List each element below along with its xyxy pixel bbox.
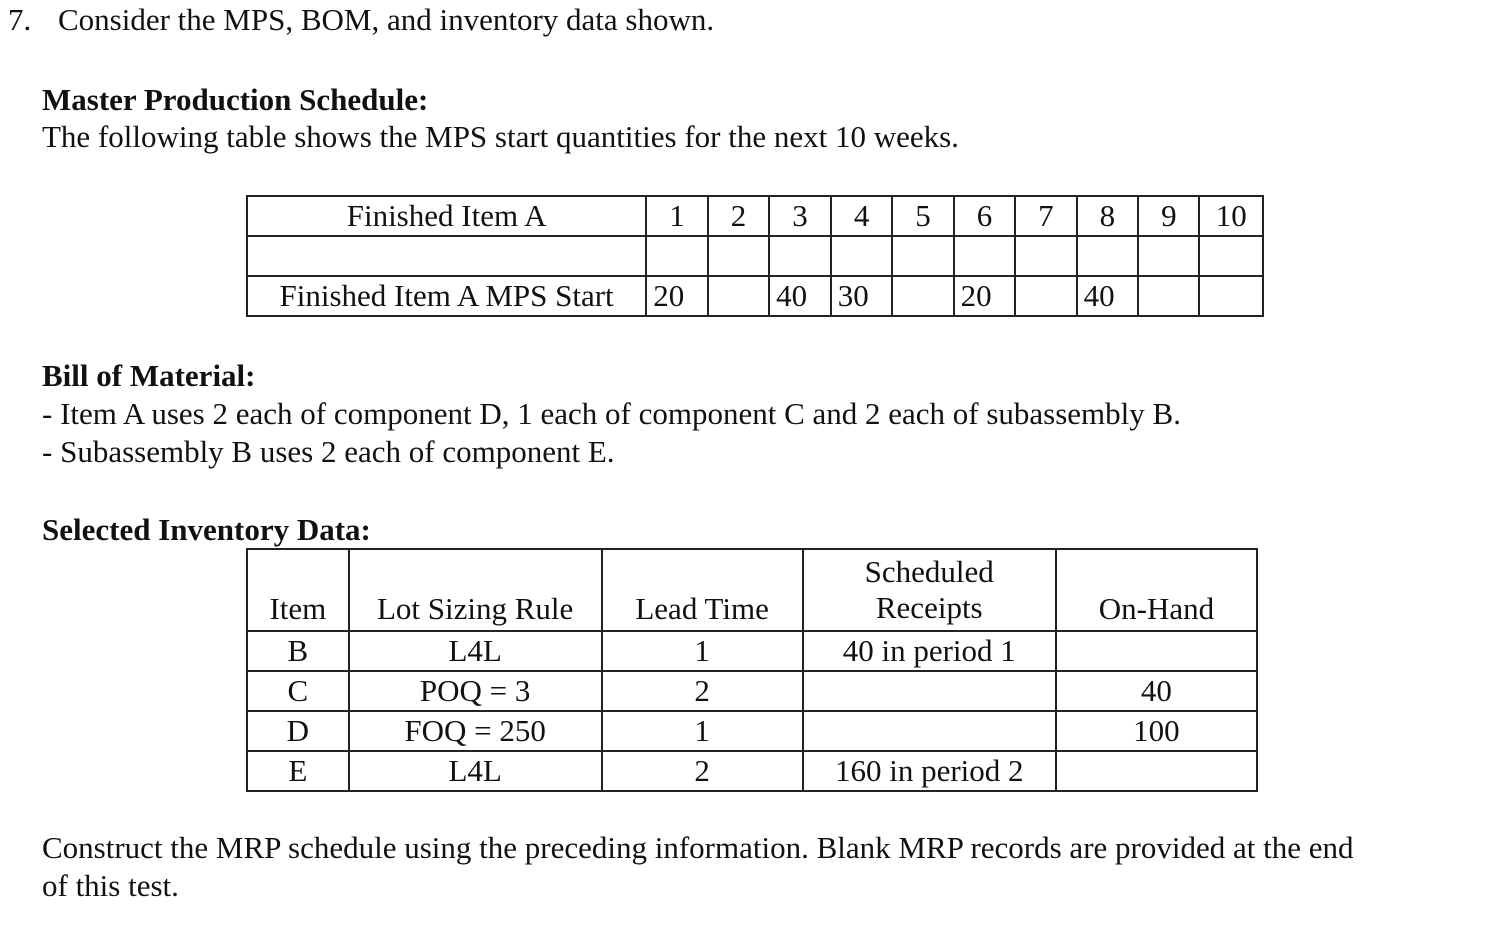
mps-week-row <box>247 196 1263 236</box>
cell-lead: 1 <box>602 631 803 671</box>
mps-blank-cell <box>831 236 893 276</box>
inventory-row <box>247 751 1257 791</box>
mps-start-cell: 20 <box>646 276 708 316</box>
mps-start-cell <box>708 276 769 316</box>
inventory-heading: Selected Inventory Data: <box>42 512 371 547</box>
cell-sched: 40 in period 1 <box>803 631 1056 671</box>
mps-start-cell: 40 <box>769 276 831 316</box>
mps-start-cell: 40 <box>1077 276 1139 316</box>
cell-lead: 2 <box>602 751 803 791</box>
inventory-row <box>247 711 1257 751</box>
question-number: 7. <box>8 2 32 37</box>
cell-lot: FOQ = 250 <box>349 711 602 751</box>
cell-onhand <box>1056 631 1257 671</box>
mps-week-cell: 7 <box>1015 196 1076 236</box>
mps-description: The following table shows the MPS start quantities for the next 10 weeks. <box>42 119 959 154</box>
mps-week-cell: 3 <box>769 196 831 236</box>
cell-lot: L4L <box>349 751 602 791</box>
header-item: Item <box>247 549 349 631</box>
header-scheduled-receipts <box>803 549 1056 631</box>
inventory-table <box>246 548 1258 792</box>
closing-line: of this test. <box>42 868 179 903</box>
mps-blank-cell <box>1138 236 1199 276</box>
cell-sched <box>803 711 1056 751</box>
mps-start-cell: 30 <box>831 276 893 316</box>
mps-blank-cell <box>646 236 708 276</box>
mps-blank-cell <box>1199 236 1263 276</box>
inventory-row <box>247 671 1257 711</box>
mps-week-cell: 10 <box>1199 196 1263 236</box>
cell-item: B <box>247 631 349 671</box>
mps-start-cell <box>1199 276 1263 316</box>
question-text: Consider the MPS, BOM, and inventory data shown. <box>58 2 715 37</box>
cell-item: E <box>247 751 349 791</box>
mps-week-cell: 8 <box>1077 196 1139 236</box>
mps-start-label: Finished Item A MPS Start <box>247 276 646 316</box>
mps-week-cell: 2 <box>708 196 769 236</box>
header-scheduled-line1: Scheduled <box>864 554 994 589</box>
mps-start-cell: 20 <box>954 276 1016 316</box>
inventory-row <box>247 631 1257 671</box>
cell-item: C <box>247 671 349 711</box>
mps-start-cell <box>1138 276 1199 316</box>
mps-blank-cell <box>954 236 1016 276</box>
mps-heading: Master Production Schedule: <box>42 82 429 117</box>
mps-blank-cell <box>892 236 953 276</box>
header-lot-sizing-rule: Lot Sizing Rule <box>349 549 602 631</box>
bom-heading: Bill of Material: <box>42 358 256 393</box>
mps-row-label: Finished Item A <box>247 196 646 236</box>
cell-lead: 1 <box>602 711 803 751</box>
header-on-hand: On-Hand <box>1056 549 1257 631</box>
mps-week-cell: 5 <box>892 196 953 236</box>
cell-item: D <box>247 711 349 751</box>
bom-line: - Item A uses 2 each of component D, 1 each of component C and 2 each of subassembly B. <box>42 396 1181 431</box>
mps-week-cell: 9 <box>1138 196 1199 236</box>
cell-sched: 160 in period 2 <box>803 751 1056 791</box>
mps-blank-cell <box>247 236 646 276</box>
mps-start-cell <box>1015 276 1076 316</box>
question-prompt <box>8 2 714 38</box>
mps-blank-row <box>247 236 1263 276</box>
mps-blank-cell <box>1077 236 1139 276</box>
cell-onhand <box>1056 751 1257 791</box>
mps-week-cell: 4 <box>831 196 893 236</box>
cell-onhand: 100 <box>1056 711 1257 751</box>
mps-blank-cell <box>708 236 769 276</box>
closing-line: Construct the MRP schedule using the preceding information. Blank MRP records are provided at the end <box>42 830 1354 865</box>
mps-start-cell <box>892 276 953 316</box>
mps-week-cell: 6 <box>954 196 1016 236</box>
mps-start-row <box>247 276 1263 316</box>
header-lead-time: Lead Time <box>602 549 803 631</box>
cell-sched <box>803 671 1056 711</box>
bom-line: - Subassembly B uses 2 each of component E. <box>42 434 615 469</box>
cell-lead: 2 <box>602 671 803 711</box>
inventory-header-row <box>247 549 1257 631</box>
mps-blank-cell <box>1015 236 1076 276</box>
header-scheduled-line2: Receipts <box>875 590 983 625</box>
mps-blank-cell <box>769 236 831 276</box>
cell-lot: POQ = 3 <box>349 671 602 711</box>
cell-lot: L4L <box>349 631 602 671</box>
mps-week-cell: 1 <box>646 196 708 236</box>
mps-table <box>246 195 1264 317</box>
cell-onhand: 40 <box>1056 671 1257 711</box>
